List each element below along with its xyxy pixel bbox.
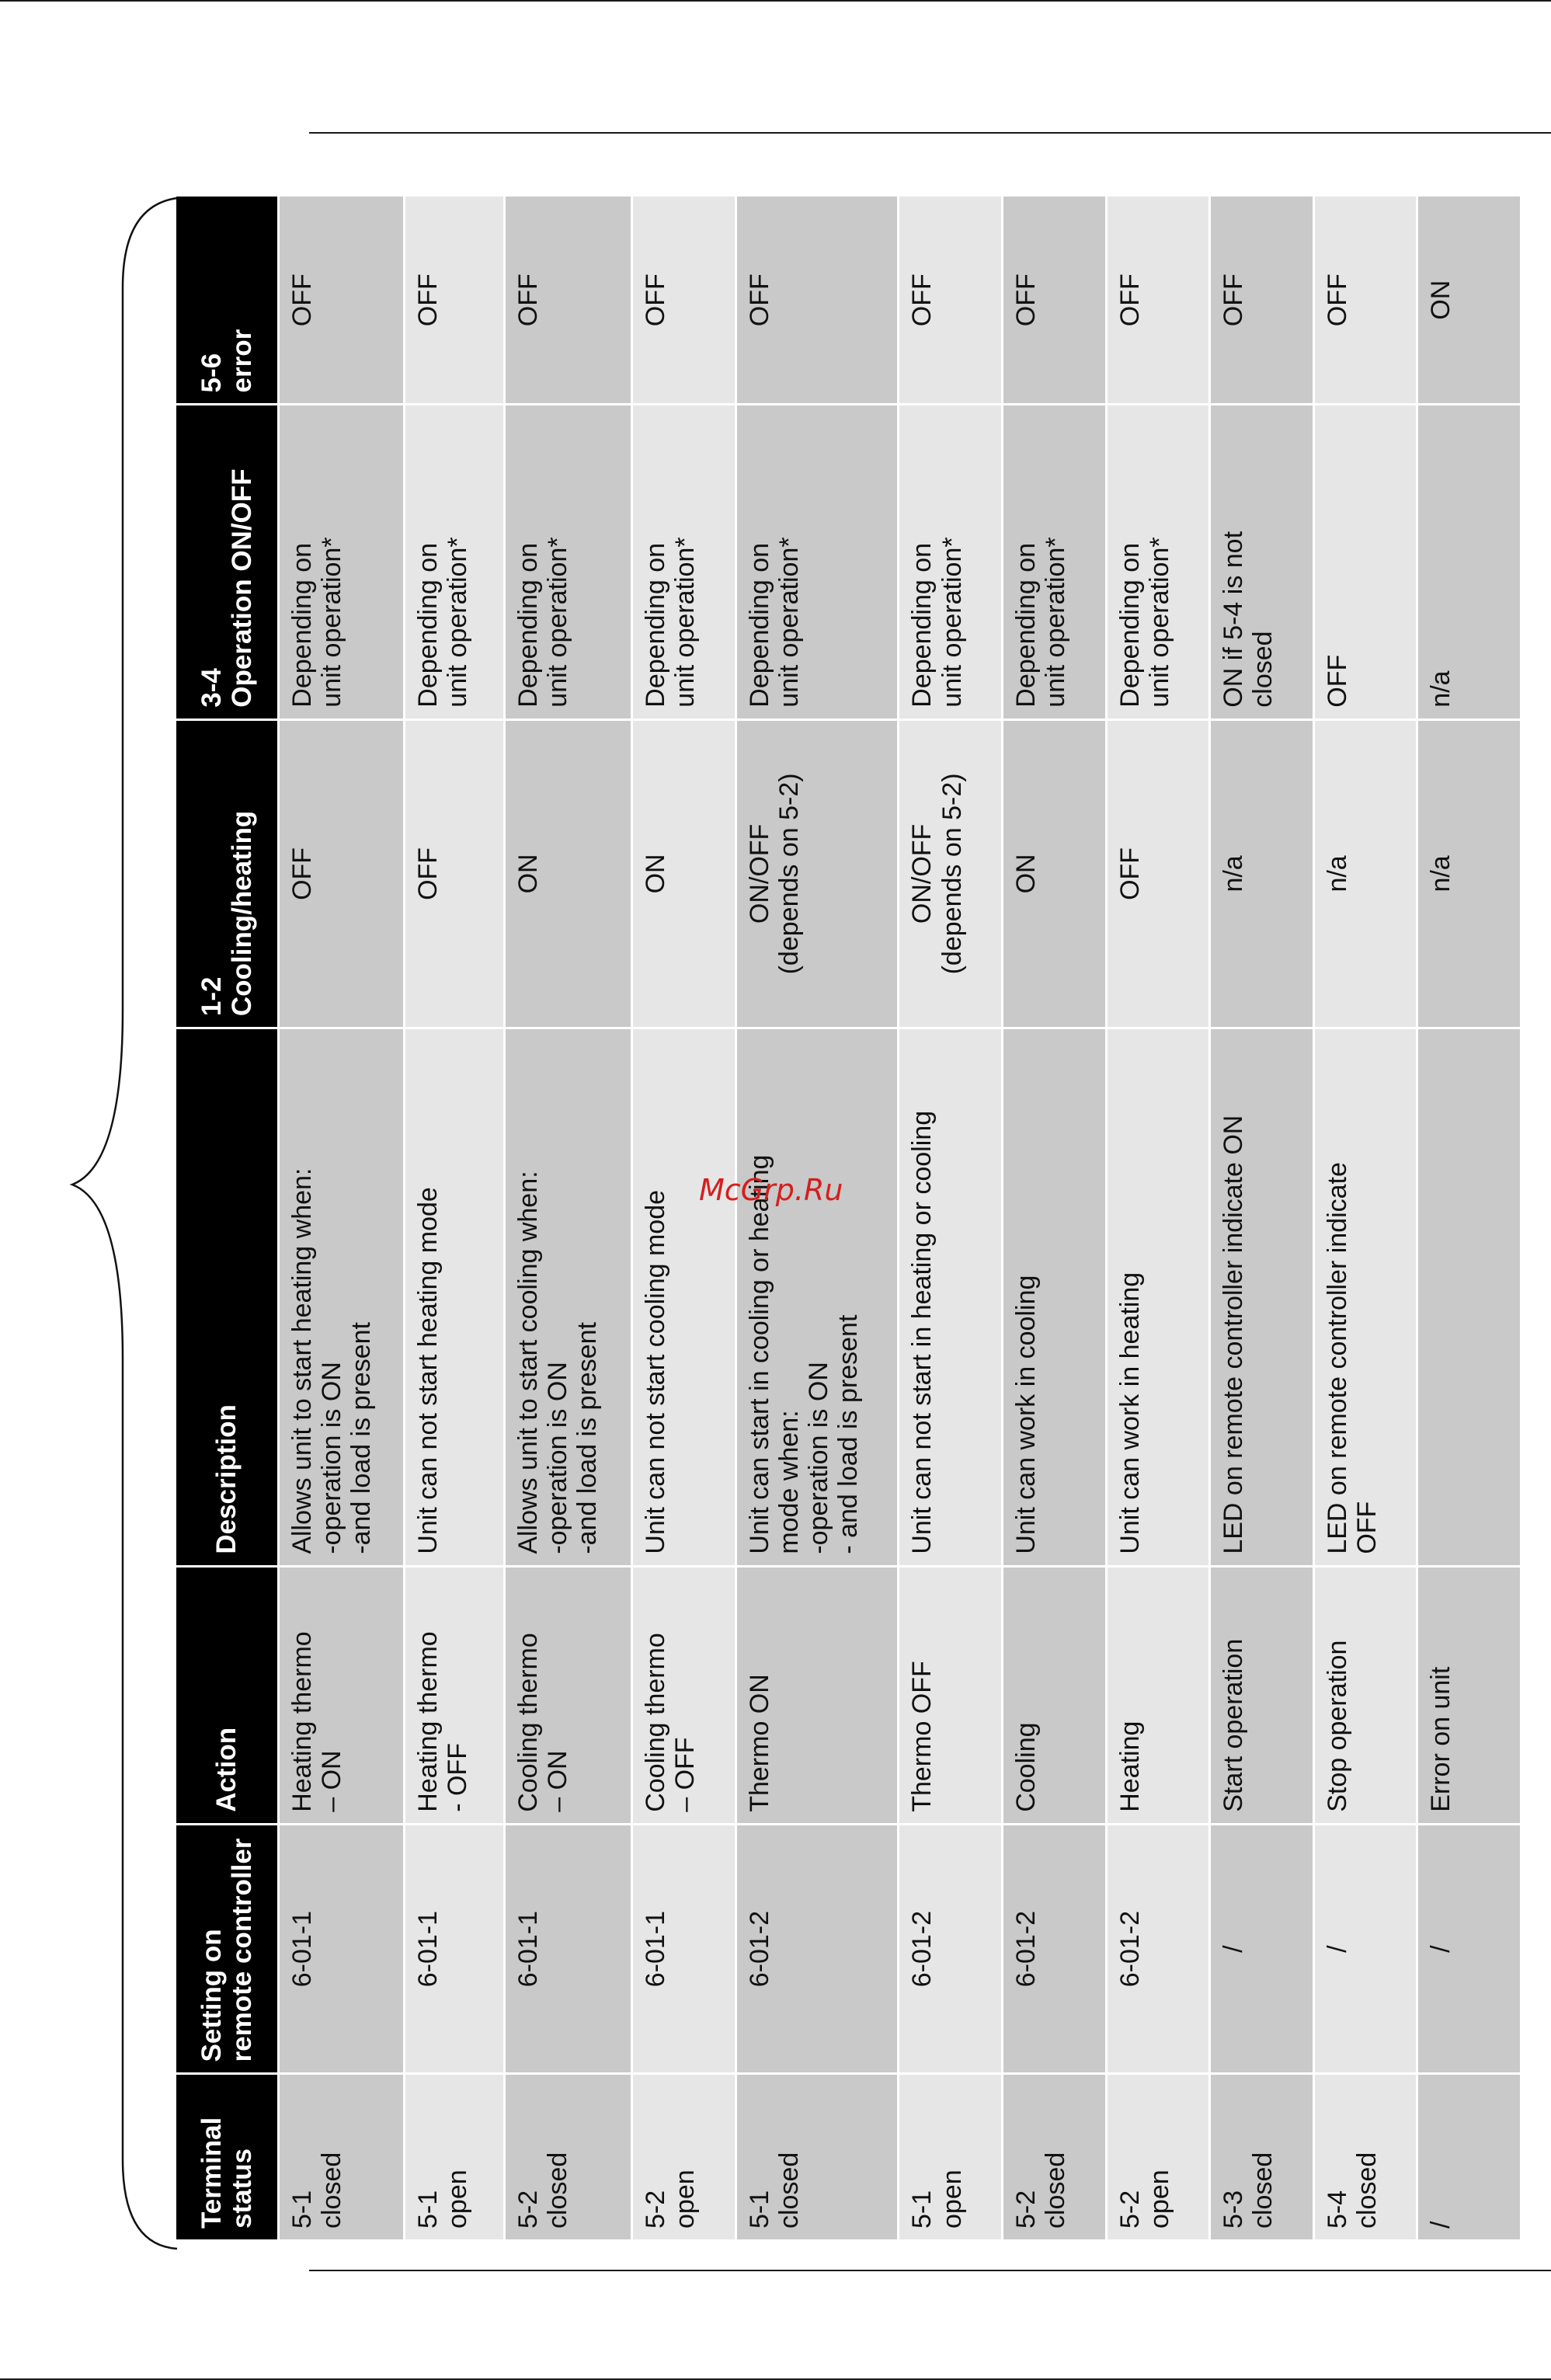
error-cell: OFF [737, 197, 898, 403]
setting-cell: 6-01-2 [1003, 1825, 1105, 2073]
cooling-heating-cell: OFF [405, 721, 504, 1027]
table-row [899, 197, 1001, 2239]
action-cell: Heating thermo – ON [280, 1568, 403, 1823]
operation-cell: Depending on unit operation* [405, 405, 504, 718]
action-cell: Thermo ON [737, 1568, 898, 1823]
cooling-heating-cell: n/a [1418, 721, 1520, 1027]
description-cell: Allows unit to start cooling when: -operation is ON -and load is present [506, 1029, 631, 1565]
setting-cell: 6-01-2 [899, 1825, 1001, 2073]
cooling-heating-cell: ON [1003, 721, 1105, 1027]
operation-cell: Depending on unit operation* [899, 405, 1001, 718]
header-error: 5-6 error [176, 197, 277, 403]
action-cell: Cooling [1003, 1568, 1105, 1823]
header-action: Action [176, 1568, 277, 1823]
terminal-cell: 5-2 open [633, 2075, 735, 2239]
header-terminal-status: Terminal status [176, 2075, 277, 2239]
error-cell: OFF [1108, 197, 1209, 403]
terminal-cell: 5-2 closed [506, 2075, 631, 2239]
description-cell: Unit can work in heating [1108, 1029, 1209, 1565]
error-cell: OFF [506, 197, 631, 403]
description-cell: Allows unit to start heating when: -operation is ON -and load is present [280, 1029, 403, 1565]
table-row [1418, 197, 1520, 2239]
terminal-cell: 5-4 closed [1315, 2075, 1417, 2239]
action-cell: Heating thermo - OFF [405, 1568, 504, 1823]
setting-cell: 6-01-1 [506, 1825, 631, 2073]
action-cell: Error on unit [1418, 1568, 1520, 1823]
description-cell [1418, 1029, 1520, 1565]
description-cell: Unit can work in cooling [1003, 1029, 1105, 1565]
description-cell: Unit can start in cooling or heating mode when: -operation is ON - and load is present [737, 1029, 898, 1565]
table-row [405, 197, 504, 2239]
setting-cell: 6-01-1 [280, 1825, 403, 2073]
cooling-heating-cell: n/a [1315, 721, 1417, 1027]
cooling-heating-cell: ON/OFF (depends on 5-2) [737, 721, 898, 1027]
error-cell: OFF [1003, 197, 1105, 403]
error-cell: ON [1418, 197, 1520, 403]
action-cell: Cooling thermo – ON [506, 1568, 631, 1823]
description-cell: LED on remote controller indicate ON [1211, 1029, 1313, 1565]
action-cell: Thermo OFF [899, 1568, 1001, 1823]
operation-cell: ON if 5-4 is not closed [1211, 405, 1313, 718]
error-cell: OFF [633, 197, 735, 403]
table-row [1108, 197, 1209, 2239]
header-setting: Setting on remote controller [176, 1825, 277, 2073]
setting-cell: / [1315, 1825, 1417, 2073]
setting-cell: / [1418, 1825, 1520, 2073]
error-cell: OFF [1211, 197, 1313, 403]
cooling-heating-cell: ON/OFF (depends on 5-2) [899, 721, 1001, 1027]
table-row [1211, 197, 1313, 2239]
operation-cell: Depending on unit operation* [1108, 405, 1209, 718]
action-cell: Start operation [1211, 1568, 1313, 1823]
watermark-text: McGrp.Ru [699, 1173, 843, 1207]
action-cell: Heating [1108, 1568, 1209, 1823]
header-operation: 3-4 Operation ON/OFF [176, 405, 277, 718]
top-page-rule [0, 0, 1551, 2]
table-row [1003, 197, 1105, 2239]
error-cell: OFF [405, 197, 504, 403]
operation-cell: Depending on unit operation* [633, 405, 735, 718]
terminal-settings-table [174, 194, 1522, 2242]
terminal-cell: / [1418, 2075, 1520, 2239]
setting-cell: 6-01-2 [1108, 1825, 1209, 2073]
cooling-heating-cell: ON [506, 721, 631, 1027]
header-description: Description [176, 1029, 277, 1565]
error-cell: OFF [899, 197, 1001, 403]
operation-cell: Depending on unit operation* [1003, 405, 1105, 718]
table-row [280, 197, 403, 2239]
header-cooling-heating: 1-2 Cooling/heating [176, 721, 277, 1027]
action-cell: Cooling thermo – OFF [633, 1568, 735, 1823]
table-row [1315, 197, 1417, 2239]
grouping-brace-icon [61, 194, 185, 2253]
cooling-heating-cell: OFF [280, 721, 403, 1027]
setting-cell: 6-01-1 [633, 1825, 735, 2073]
operation-cell: n/a [1418, 405, 1520, 718]
table-row [506, 197, 631, 2239]
error-cell: OFF [280, 197, 403, 403]
error-cell: OFF [1315, 197, 1417, 403]
operation-cell: Depending on unit operation* [506, 405, 631, 718]
cooling-heating-cell: ON [633, 721, 735, 1027]
table-row [737, 197, 898, 2239]
action-cell: Stop operation [1315, 1568, 1417, 1823]
setting-cell: 6-01-1 [405, 1825, 504, 2073]
terminal-cell: 5-1 closed [737, 2075, 898, 2239]
terminal-cell: 5-1 closed [280, 2075, 403, 2239]
terminal-cell: 5-1 open [899, 2075, 1001, 2239]
terminal-cell: 5-2 open [1108, 2075, 1209, 2239]
terminal-cell: 5-1 open [405, 2075, 504, 2239]
terminal-cell: 5-2 closed [1003, 2075, 1105, 2239]
footer-rule [309, 2270, 1551, 2271]
description-cell: LED on remote controller indicate OFF [1315, 1029, 1417, 1565]
rotated-table-container [174, 194, 1522, 2242]
operation-cell: OFF [1315, 405, 1417, 718]
description-cell: Unit can not start heating mode [405, 1029, 504, 1565]
cooling-heating-cell: n/a [1211, 721, 1313, 1027]
header-rule [309, 132, 1551, 134]
setting-cell: 6-01-2 [737, 1825, 898, 2073]
table-row [633, 197, 735, 2239]
description-cell: Unit can not start in heating or cooling [899, 1029, 1001, 1565]
description-cell: Unit can not start cooling mode [633, 1029, 735, 1565]
terminal-cell: 5-3 closed [1211, 2075, 1313, 2239]
table-header-row [176, 197, 277, 2239]
setting-cell: / [1211, 1825, 1313, 2073]
cooling-heating-cell: OFF [1108, 721, 1209, 1027]
operation-cell: Depending on unit operation* [737, 405, 898, 718]
operation-cell: Depending on unit operation* [280, 405, 403, 718]
